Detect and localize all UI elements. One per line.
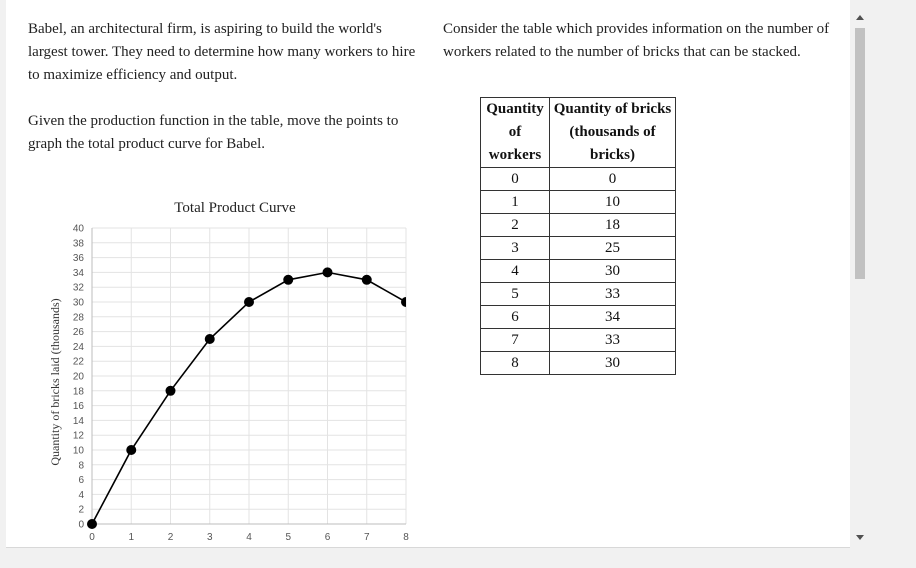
data-point-handle[interactable] <box>87 519 97 529</box>
cell-bricks: 34 <box>550 306 676 329</box>
y-tick-label: 2 <box>78 504 84 516</box>
data-point-handle[interactable] <box>323 267 333 277</box>
cell-workers: 0 <box>481 168 550 191</box>
data-point-handle[interactable] <box>401 297 411 307</box>
x-tick-label: 1 <box>128 532 135 543</box>
cell-workers: 5 <box>481 283 550 306</box>
y-tick-label: 26 <box>72 327 84 339</box>
y-tick-label: 16 <box>72 401 84 413</box>
y-tick-label: 0 <box>78 519 84 531</box>
table-description: Consider the table which provides information on the number of workers related to the number of bricks that can be stacked. <box>443 21 830 60</box>
vertical-scrollbar[interactable] <box>852 10 868 546</box>
cell-bricks: 33 <box>550 329 676 352</box>
y-tick-label: 22 <box>72 356 84 368</box>
y-tick-label: 38 <box>72 238 84 250</box>
cell-workers: 4 <box>481 260 550 283</box>
cell-workers: 8 <box>481 352 550 375</box>
y-tick-label: 40 <box>72 223 84 235</box>
data-point-handle[interactable] <box>362 275 372 285</box>
production-table <box>480 97 676 375</box>
y-tick-label: 32 <box>72 282 84 294</box>
content-panel <box>6 0 850 548</box>
table-row <box>481 352 676 375</box>
x-tick-label: 8 <box>403 532 409 543</box>
y-tick-label: 14 <box>72 415 84 427</box>
y-tick-label: 30 <box>72 297 84 309</box>
y-tick-label: 8 <box>78 460 84 472</box>
header-workers: Quantity of workers <box>481 98 550 168</box>
cell-bricks: 10 <box>550 191 676 214</box>
data-point-handle[interactable] <box>205 334 215 344</box>
y-tick-label: 24 <box>72 341 84 353</box>
x-tick-label: 2 <box>167 532 174 543</box>
y-tick-label: 28 <box>72 312 84 324</box>
cell-bricks: 33 <box>550 283 676 306</box>
table-row <box>481 329 676 352</box>
table-row <box>481 214 676 237</box>
cell-bricks: 0 <box>550 168 676 191</box>
cell-workers: 6 <box>481 306 550 329</box>
scroll-up-icon[interactable] <box>856 15 864 20</box>
table-body <box>481 168 676 375</box>
x-tick-label: 7 <box>363 532 370 543</box>
cell-workers: 1 <box>481 191 550 214</box>
chart-title: Total Product Curve <box>174 200 296 216</box>
y-tick-label: 36 <box>72 253 84 265</box>
header-bricks: Quantity of bricks (thousands of bricks) <box>550 98 676 168</box>
y-tick-label: 4 <box>78 489 84 501</box>
instruction-paragraph: Given the production function in the table, move the points to graph the total product curve for Babel. <box>28 113 399 152</box>
y-tick-label: 18 <box>72 386 84 398</box>
table-row <box>481 260 676 283</box>
intro-paragraph: Babel, an architectural firm, is aspiring to build the world's largest tower. They need to determine how many workers to hire to maximize efficiency and output. <box>28 21 416 83</box>
cell-bricks: 30 <box>550 352 676 375</box>
x-tick-label: 6 <box>324 532 331 543</box>
x-tick-label: 5 <box>285 532 292 543</box>
y-tick-label: 6 <box>78 475 84 487</box>
table-row <box>481 237 676 260</box>
table-row <box>481 191 676 214</box>
y-tick-label: 12 <box>72 430 84 442</box>
scroll-down-icon[interactable] <box>856 535 864 540</box>
data-point-handle[interactable] <box>126 445 136 455</box>
data-point-handle[interactable] <box>244 297 254 307</box>
data-point-handle[interactable] <box>166 386 176 396</box>
y-axis-label: Quantity of bricks laid (thousands) <box>48 298 62 466</box>
cell-bricks: 25 <box>550 237 676 260</box>
cell-workers: 2 <box>481 214 550 237</box>
table-row <box>481 283 676 306</box>
cell-workers: 7 <box>481 329 550 352</box>
y-tick-label: 34 <box>72 267 84 279</box>
y-tick-label: 10 <box>72 445 84 457</box>
table-row <box>481 306 676 329</box>
x-tick-label: 0 <box>89 532 95 543</box>
cell-workers: 3 <box>481 237 550 260</box>
cell-bricks: 18 <box>550 214 676 237</box>
scrollbar-thumb[interactable] <box>855 28 865 279</box>
y-tick-label: 20 <box>72 371 84 383</box>
total-product-chart[interactable] <box>42 190 422 548</box>
x-tick-label: 4 <box>246 532 252 543</box>
x-tick-label: 3 <box>206 532 213 543</box>
cell-bricks: 30 <box>550 260 676 283</box>
table-row <box>481 168 676 191</box>
data-point-handle[interactable] <box>283 275 293 285</box>
